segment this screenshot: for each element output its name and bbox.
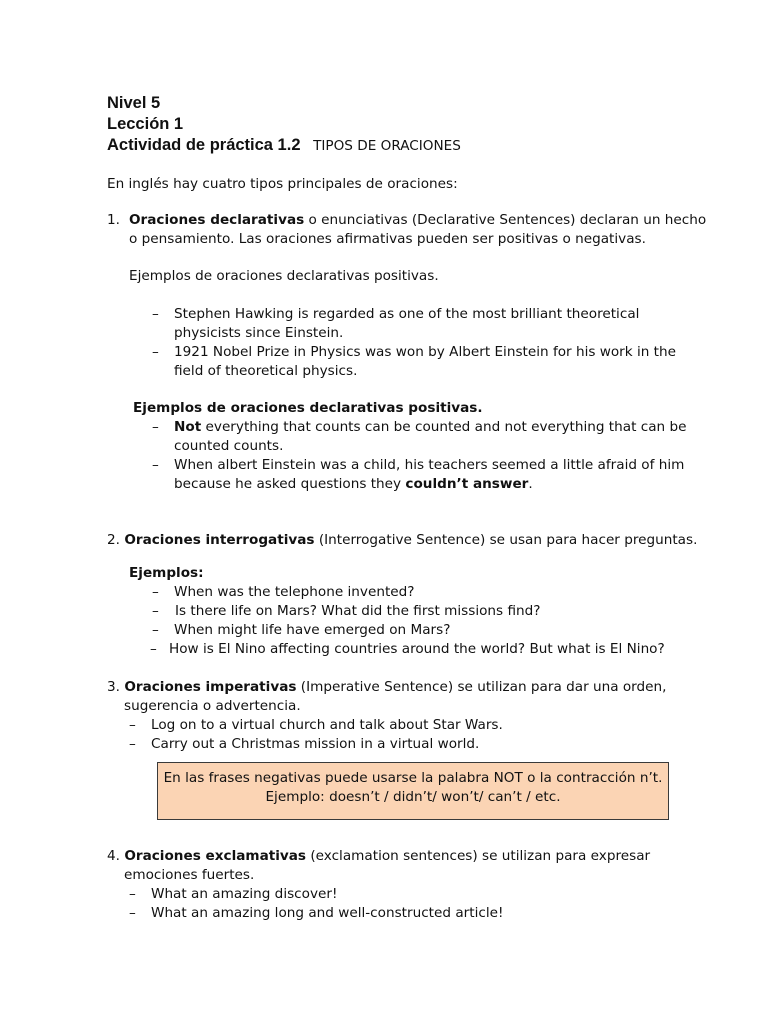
dash: –: [152, 584, 159, 600]
imperative-2: Carry out a Christmas mission in a virtual world.: [151, 736, 480, 752]
activity-subtitle: TIPOS DE ORACIONES: [313, 138, 461, 154]
dash: –: [152, 622, 159, 638]
period: .: [528, 476, 533, 492]
dash: –: [152, 344, 159, 360]
activity-heading: [107, 135, 461, 157]
section-2-number: 2.: [107, 532, 120, 548]
section-2-text: (Interrogative Sentence) se usan para hacer preguntas.: [314, 532, 698, 548]
not-bold: Not: [174, 419, 202, 435]
activity-title: Actividad de práctica 1.2: [107, 136, 301, 154]
section-4-number: 4.: [107, 848, 120, 864]
couldnt-answer-bold: couldn’t answer: [405, 476, 529, 492]
question-1: When was the telephone invented?: [174, 584, 415, 600]
dash: –: [152, 603, 159, 619]
question-2: Is there life on Mars? What did the first missions find?: [175, 603, 541, 619]
neg2-text: because he asked questions they: [174, 476, 406, 492]
question-3: When might life have emerged on Mars?: [174, 622, 451, 638]
section-1-text: o enunciativas (Declarative Sentences) declaran un hecho: [304, 212, 707, 228]
imperative-1: Log on to a virtual church and talk about Star Wars.: [151, 717, 503, 733]
lesson-heading: Lección 1: [107, 115, 184, 133]
section-1-negative-label: [133, 399, 483, 418]
dash: –: [152, 306, 159, 322]
section-1-title: Oraciones declarativas: [129, 212, 305, 228]
section-4-text: (exclamation sentences) se utilizan para expresar: [306, 848, 651, 864]
section-1-number: 1.: [107, 212, 120, 228]
note-line-1: En las frases negativas puede usarse la palabra NOT o la contracción n’t.: [163, 770, 663, 786]
example-positive-1b: physicists since Einstein.: [174, 325, 344, 341]
section-1-line-1: [129, 211, 706, 230]
example-positive-1a: Stephen Hawking is regarded as one of the most brilliant theoretical: [174, 306, 640, 322]
exclamation-1: What an amazing discover!: [151, 886, 338, 902]
section-1-examples-label: Ejemplos de oraciones declarativas positivas.: [129, 268, 439, 284]
section-3-title: Oraciones imperativas: [124, 679, 297, 695]
section-1-line-2: o pensamiento. Las oraciones afirmativas pueden ser positivas o negativas.: [129, 231, 646, 247]
section-2-line: [107, 531, 697, 550]
dash: –: [152, 419, 159, 435]
dash: –: [129, 736, 136, 752]
example-negative-1b: counted counts.: [174, 438, 284, 454]
example-negative-1a: [174, 418, 686, 437]
note-line-2: Ejemplo: doesn’t / didn’t/ won’t/ can’t / etc.: [265, 788, 561, 805]
ejemplos-bold: Ejemplos:: [129, 565, 204, 581]
dash: –: [150, 641, 157, 657]
example-positive-2a: 1921 Nobel Prize in Physics was won by Albert Einstein for his work in the: [174, 344, 676, 360]
section-3-line-2: sugerencia o advertencia.: [124, 698, 301, 714]
dash: –: [129, 886, 136, 902]
negative-note-box: [157, 762, 669, 820]
question-4: How is El Nino affecting countries around the world? But what is El Nino?: [169, 641, 665, 657]
example-negative-2a: When albert Einstein was a child, his teachers seemed a little afraid of him: [174, 457, 685, 473]
level-heading: Nivel 5: [107, 94, 161, 112]
dash: –: [152, 457, 159, 473]
section-3-line-1: [107, 678, 666, 697]
intro-text: En inglés hay cuatro tipos principales de oraciones:: [107, 176, 458, 192]
section-3-text: (Imperative Sentence) se utilizan para dar una orden,: [296, 679, 667, 695]
example-negative-2b: [174, 475, 533, 494]
dash: –: [129, 905, 136, 921]
exclamation-2: What an amazing long and well-constructed article!: [151, 905, 504, 921]
section-2-examples-label: [129, 564, 204, 583]
negative-label-text: Ejemplos de oraciones declarativas positivas.: [133, 400, 483, 416]
example-positive-2b: field of theoretical physics.: [174, 363, 358, 379]
section-2-title: Oraciones interrogativas: [124, 532, 315, 548]
section-4-line-2: emociones fuertes.: [124, 867, 255, 883]
neg1-text: everything that counts can be counted and not everything that can be: [201, 419, 687, 435]
section-4-line-1: [107, 847, 650, 866]
dash: –: [129, 717, 136, 733]
section-4-title: Oraciones exclamativas: [124, 848, 307, 864]
section-3-number: 3.: [107, 679, 120, 695]
